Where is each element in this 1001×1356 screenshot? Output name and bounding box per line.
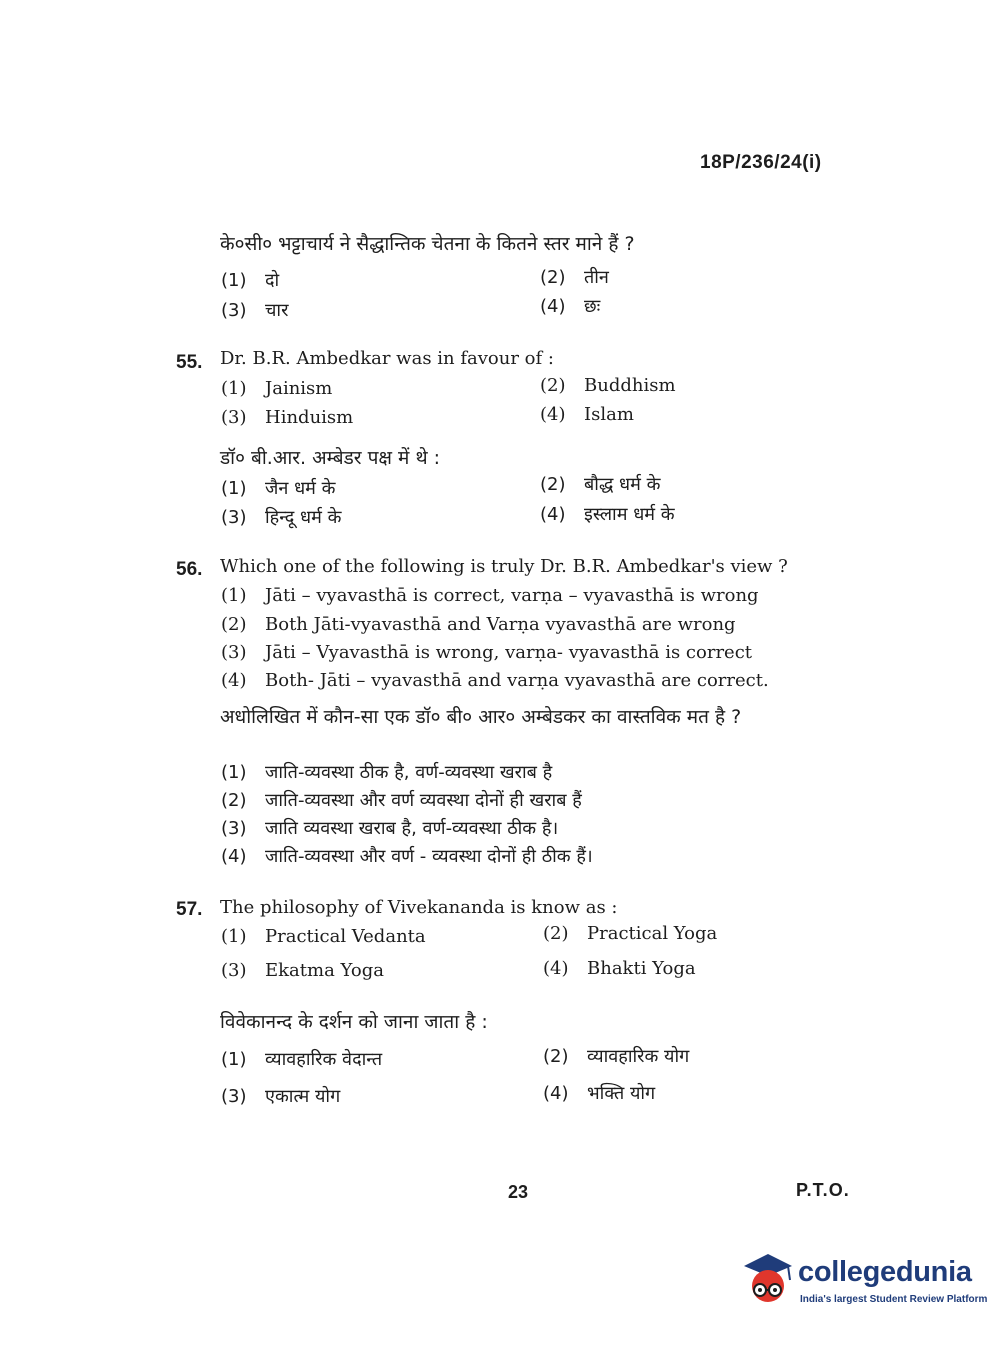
q57-option-4 (543, 958, 696, 979)
option-text: Hinduism (265, 407, 354, 428)
pto-label: P.T.O. (796, 1180, 850, 1200)
option-number: (4) (221, 846, 247, 867)
option-text: Jainism (265, 378, 333, 399)
option-text: Practical Vedanta (265, 926, 426, 947)
option-number: (3) (221, 642, 247, 663)
option-number: (3) (221, 960, 247, 981)
option-text: दो (265, 270, 280, 291)
q55-hindi-option-4 (540, 502, 675, 526)
option-number: (2) (540, 375, 566, 396)
q57-option-3 (221, 960, 384, 981)
option-number: (2) (221, 614, 247, 635)
option-number: (1) (221, 478, 247, 499)
option-text: Both Jāti-vyavasthā and Varṇa vyavasthā are wrong (265, 614, 736, 635)
option-text: चार (265, 300, 289, 321)
q54-hindi-stem: के०सी० भट्टाचार्य ने सैद्धान्तिक चेतना के कितने स्तर माने हैं ? (220, 233, 635, 255)
option-text: जाति-व्यवस्था और वर्ण व्यवस्था दोनों ही खराब हैं (265, 790, 582, 811)
option-text: जाति-व्यवस्था ठीक है, वर्ण-व्यवस्था खराब है (265, 762, 553, 783)
q56-option-2 (221, 614, 736, 635)
q56-option-1 (221, 585, 759, 606)
q57-stem: The philosophy of Vivekananda is know as : (220, 897, 618, 918)
q55-option-3 (221, 407, 353, 428)
option-number: (4) (540, 296, 566, 317)
option-number: (3) (221, 1086, 247, 1107)
option-text: भक्ति योग (587, 1083, 656, 1104)
q56-number: 56. (176, 559, 203, 580)
option-text: Practical Yoga (587, 923, 718, 944)
q54-hindi-option-4 (540, 294, 600, 318)
option-number: (4) (540, 404, 566, 425)
option-number: (1) (221, 585, 247, 606)
option-number: (4) (543, 958, 569, 979)
q55-stem: Dr. B.R. Ambedkar was in favour of : (220, 348, 554, 369)
option-text: इस्लाम धर्म के (584, 504, 675, 525)
option-text: Bhakti Yoga (587, 958, 696, 979)
option-text: Jāti – vyavasthā is correct, varṇa – vyavasthā is wrong (265, 585, 759, 606)
option-number: (3) (221, 300, 247, 321)
option-number: (2) (543, 1046, 569, 1067)
q57-option-1 (221, 926, 426, 947)
option-number: (2) (221, 790, 247, 811)
page-number: 23 (508, 1182, 529, 1202)
option-number: (3) (221, 407, 247, 428)
q56-hindi-option-4 (221, 844, 593, 868)
q56-hindi-option-1 (221, 760, 552, 784)
q57-hindi-option-2 (543, 1044, 689, 1068)
option-number: (4) (221, 670, 247, 691)
q55-hindi-option-2 (540, 472, 660, 496)
logo-tagline: India's largest Student Review Platform (800, 1294, 988, 1305)
q57-hindi-option-4 (543, 1081, 655, 1105)
q55-hindi-option-1 (221, 476, 335, 500)
q54-hindi-option-2 (540, 265, 609, 289)
option-text: Both- Jāti – vyavasthā and varṇa vyavasthā are correct. (265, 670, 769, 691)
paper-code: 18P/236/24(i) (700, 152, 822, 173)
option-text: जाति व्यवस्था खराब है, वर्ण-व्यवस्था ठीक है। (265, 818, 559, 839)
q54-hindi-option-3 (221, 298, 288, 322)
q55-hindi-stem: डॉ० बी.आर. अम्बेडर पक्ष में थे : (220, 447, 441, 469)
option-number: (4) (540, 504, 566, 525)
option-number: (1) (221, 270, 247, 291)
option-text: Buddhism (584, 375, 676, 396)
q56-stem: Which one of the following is truly Dr. B.R. Ambedkar's view ? (220, 556, 788, 577)
q57-option-2 (543, 923, 717, 944)
option-number: (4) (543, 1083, 569, 1104)
option-number: (2) (543, 923, 569, 944)
option-text: Islam (584, 404, 634, 425)
q57-hindi-option-3 (221, 1084, 340, 1108)
q55-option-1 (221, 378, 332, 399)
option-text: बौद्ध धर्म के (584, 474, 661, 495)
option-text: व्यावहारिक योग (587, 1046, 690, 1067)
q57-hindi-option-1 (221, 1047, 382, 1071)
logo-name: collegedunia (798, 1256, 972, 1288)
option-number: (1) (221, 762, 247, 783)
option-text: Jāti – Vyavasthā is wrong, varṇa- vyavasthā is correct (265, 642, 753, 663)
option-number: (3) (221, 507, 247, 528)
option-number: (1) (221, 378, 247, 399)
option-text: एकात्म योग (265, 1086, 341, 1107)
option-text: तीन (584, 267, 609, 288)
q56-option-4 (221, 670, 769, 691)
q54-hindi-option-1 (221, 268, 279, 292)
option-text: हिन्दू धर्म के (265, 507, 342, 528)
q56-hindi-option-3 (221, 816, 558, 840)
q57-number: 57. (176, 899, 203, 920)
q55-option-4 (540, 404, 634, 425)
option-number: (3) (221, 818, 247, 839)
q55-hindi-option-3 (221, 505, 341, 529)
q55-number: 55. (176, 352, 203, 373)
mascot-icon (740, 1252, 796, 1312)
q56-option-3 (221, 642, 752, 663)
option-text: छः (584, 296, 601, 317)
option-number: (1) (221, 1049, 247, 1070)
q56-hindi-option-2 (221, 788, 582, 812)
option-text: व्यावहारिक वेदान्त (265, 1049, 383, 1070)
q55-option-2 (540, 375, 676, 396)
q56-hindi-stem: अधोलिखित में कौन-सा एक डॉ० बी० आर० अम्बेडकर का वास्तविक मत है ? (220, 706, 742, 728)
option-text: जैन धर्म के (265, 478, 336, 499)
option-number: (1) (221, 926, 247, 947)
option-text: Ekatma Yoga (265, 960, 384, 981)
q57-hindi-stem: विवेकानन्द के दर्शन को जाना जाता है : (220, 1011, 488, 1033)
option-text: जाति-व्यवस्था और वर्ण - व्यवस्था दोनों ही ठीक हैं। (265, 846, 593, 867)
option-number: (2) (540, 474, 566, 495)
collegedunia-logo[interactable] (740, 1252, 988, 1312)
option-number: (2) (540, 267, 566, 288)
